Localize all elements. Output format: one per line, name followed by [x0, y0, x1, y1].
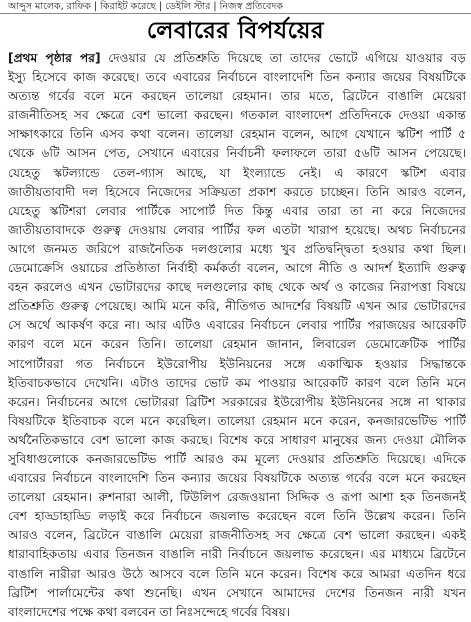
first-line-text: দেওয়ার যে প্রতিশ্রুতি দিয়েছে তা তাদের ভোটে এগিয়ে যাওয়ার বড়: [108, 51, 467, 65]
article-line: আগে জনমত জরিপে রাজনৈতিক দলগুলোর মধ্যে খুব প্রতিদ্বন্দ্বিতা হওয়ার কথা ছিল।: [8, 241, 466, 256]
article-line: ইতিবাচকভাবে দেখেনি। এটাও তাদের ভোট কম পাওয়ার আরেকটি কারণ বলে তিনি মনে: [8, 375, 466, 390]
article-line: সাপোর্টাররা গত নির্বাচনে ইউরোপীয় ইউনিয়নের সঙ্গে একাত্মিক হওয়ার সিদ্ধান্তকে: [8, 356, 466, 371]
article-line: ধারাবাহিকতায় এবার তিনজন বাঙালি নারী নির্বাচনে জয়লাভ করেছেন। এর মাধ্যমে ব্রিটেনে: [8, 547, 466, 562]
article-line: সুবিধাগুলোকে কনজারভেটিভ পার্টি আরও কম মূল্যে দেওয়ার প্রতিশ্রুতি দিয়েছে। এদিকে: [8, 451, 466, 466]
article-line: কারণ বলে মনে করেন তিনি। তালেয়া রেহমান জানান, লিবারেল ডেমোক্রেটিক পার্টির: [8, 337, 466, 352]
article-line: যেহেতু স্কটল্যান্ডে তেল-গ্যাস আছে, যা ইংল্যান্ডে নেই। এ কারণে স্কটিশ এবার: [8, 165, 466, 180]
article-line: বাঙালি নারীরা আরও উঠে আসবে বলে তিনি মনে করেন। বিশেষ করে আমরা এতদিন ধরে: [8, 566, 466, 581]
article-line: জাতীয়তাবাদী দল হিসেবে নিজেদের সক্রিয়তা প্রকাশ করতে চাচ্ছেন। তিনি আরও বলেন,: [8, 184, 466, 199]
article-line: ব্রিটিশ পার্লামেন্টের কথা শুনেছি। এখন সেখানে আমাদের দেশের তিনজন নারী যখন: [8, 585, 466, 600]
article-line: ইস্যু হিসেবে কাজ করেছে। তবে এবারের নির্বাচনে বাংলাদেশি তিন কন্যার জয়ের বিষয়টিকে: [8, 70, 466, 85]
article-body: [8, 49, 467, 619]
article-line: বাংলাদেশের পক্ষে কথা বলবেন তা নিঃসন্দেহে গর্বের বিষয়।: [8, 604, 291, 619]
article-headline: লেবারের বিপর্যয়ের: [146, 18, 325, 44]
article-line: আরও বলেন, ব্রিটেনে বাঙালি মেয়েরা রাজনীতিসহ সব ক্ষেত্রে বেশ ভালো করছেন। একই: [8, 528, 466, 543]
article-line: তালেয়া রেহমান। রুশনারা আলী, টিউলিপ রেজওয়ানা সিদ্দিক ও রূপা আশা হক তিনজনই: [8, 490, 466, 505]
article-line: প্রতিশ্রুতি গুরুত্ব পেয়েছে। আমি মনে করি, নীতিগত আদর্শের বিষয়টি এখন আর ভোটারদের: [8, 299, 466, 314]
article-line: বেশ হাড্ডাহাড্ডি লড়াই করে নির্বাচনে জয়লাভ করেছেন বলে তিনি উল্লেখ করেন। তিনি: [8, 509, 466, 524]
cropped-top-line: আব্দুস মালেক, রাফিক | কিরাইট করেছে | ডেইলি স্টার | নিজস্ব প্রতিবেদক: [0, 0, 471, 14]
article-line: ডেমোক্রেসি ওয়াচের প্রতিষ্ঠাতা নির্বাহী কর্মকর্তা বলেন, আগে নীতি ও আদর্শ ইত্যাদি গুরুত্ব: [8, 261, 466, 276]
article-line: রাজনীতিসহ সব ক্ষেত্রে বেশ ভালো করছেন। গতকাল বাংলাদেশ প্রতিদিনকে দেওয়া একান্ত: [8, 108, 466, 123]
article-line: অত্যন্ত গর্বের বলে মনে করছেন তালেয়া রেহমান। তার মতে, ব্রিটেনে বাঙালি মেয়েরা: [8, 89, 466, 104]
article-line: অর্থনৈতিকভাবে বেশ ভালো কাজ করছে। বিশেষ করে সাধারণ মানুষের জন্য দেওয়া মৌলিক: [8, 432, 466, 447]
article-line: থেকে ৬টি আসন পেত, সেখানে এবারের নির্বাচনী ফলাফলে তারা ৫৬টি আসন পেয়েছে।: [8, 146, 466, 161]
article-line: বহন করলেও এখন ভোটারদের কাছে দলগুলোর কাছ থেকে অর্থ ও কাজের নিরাপত্তা বিষয়ে: [8, 280, 466, 295]
lead-tag: [প্রথম পৃষ্ঠার পর]: [8, 51, 101, 65]
article-line: বিষয়টিকে ইতিবাচক বলে মনে করেছিল। তালেয়া রেহমান মনে করেন, কনজারভেটিভ পার্টি: [8, 413, 466, 428]
article-line: জাতীয়তাবাদকে গুরুত্ব দেওয়ায় লেবার পার্টির ফল এতটা খারাপ হয়েছে। অথচ নির্বাচনের: [8, 222, 466, 237]
article-line: যেহেতু স্কটিশরা লেবার পার্টিকে সাপোর্ট দিত কিন্তু এবার তারা তা না করে নিজেদের: [8, 203, 466, 218]
article-line: [8, 49, 466, 68]
article-line: সাক্ষাৎকারে তিনি এসব কথা বলেন। তালেয়া রেহমান বলেন, আগে যেখানে স্কটিশ পার্টি ৫: [8, 127, 466, 142]
article-line: সে অর্থে আকর্ষণ করে না। আর এটিও এবারের নির্বাচনে লেবার পার্টির পরাজয়ের আরেকটি: [8, 318, 466, 333]
article-line: করেন। নির্বাচনের আগে ভোটাররা ব্রিটিশ সরকারের ইউরোপীয় ইউনিয়নের সঙ্গে না থাকার: [8, 394, 466, 409]
article-line: এবারের নির্বাচনে বাংলাদেশি তিন কন্যার জয়ের বিষয়টিকে অত্যন্ত গর্বের বলে মনে করছেন: [8, 471, 466, 486]
